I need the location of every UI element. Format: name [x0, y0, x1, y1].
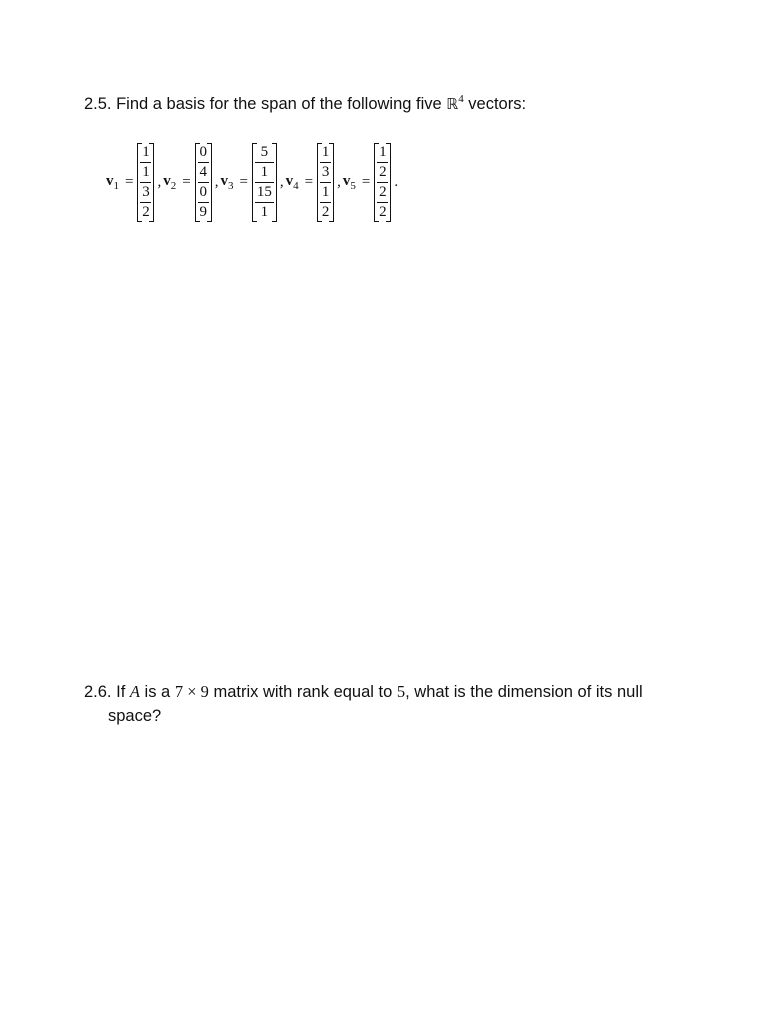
vector-entry: 1: [321, 143, 330, 160]
separator-comma: ,: [157, 173, 162, 190]
equals-sign: =: [304, 173, 314, 190]
rank-value: 5: [396, 682, 406, 701]
problem-2-6-line-2: space?: [108, 707, 162, 725]
vector-entry: 9: [199, 203, 207, 220]
vector-label-v3: $v_3$: [220, 172, 234, 192]
vector-entry: 1: [379, 143, 387, 160]
vector-definitions: [106, 140, 398, 224]
column-vector-v3: [252, 143, 277, 222]
vector-entry: 1: [255, 202, 274, 222]
vector-entry: 1: [142, 163, 150, 180]
equals-sign: =: [361, 173, 371, 190]
vector-entry: 1: [321, 183, 330, 200]
vector-entry: 3: [321, 163, 330, 180]
vector-entry: 2: [379, 183, 387, 200]
matrix-variable-a: A: [129, 682, 140, 701]
problem-2-6-statement: [84, 680, 694, 728]
real-numbers-symbol: ℝ: [446, 95, 459, 113]
problem-2-5-statement: [84, 92, 704, 116]
problem-2-5-tail: vectors:: [463, 95, 527, 113]
vector-label-v5: $v_5$: [342, 172, 356, 192]
vector-entry: 1: [142, 143, 150, 160]
vector-label-v1: $v_1$: [106, 172, 119, 192]
separator-comma: ,: [279, 173, 284, 190]
vector-entry: 15: [256, 183, 272, 200]
vector-entry: 2: [379, 203, 387, 220]
separator-comma: ,: [337, 173, 341, 190]
dimension-exponent: 4: [458, 93, 464, 105]
equals-sign: =: [125, 173, 134, 190]
equals-sign: =: [182, 173, 191, 190]
column-vector-v5: [374, 143, 391, 222]
problem-2-5-lead: 2.5. Find a basis for the span of the following five: [84, 95, 447, 113]
problem-2-6-line-1: 2.6. If A is a 7 × 9 matrix with rank equal to 5, what is the dimension of its null: [84, 682, 643, 701]
column-vector-v1: [137, 143, 154, 222]
vector-entry: 1: [255, 162, 274, 182]
vector-label-v2: $v_2$: [163, 172, 177, 192]
vector-entry: 4: [199, 163, 207, 180]
vector-entry: 2: [379, 163, 387, 180]
vector-entry: 3: [142, 183, 150, 200]
vector-label-v4: $v_4$: [285, 172, 299, 192]
separator-comma: ,: [214, 173, 219, 190]
equals-sign: =: [239, 173, 248, 190]
vector-entry: 0: [199, 143, 207, 160]
column-vector-v2: [195, 143, 212, 222]
matrix-dimensions: 7 × 9: [174, 682, 209, 701]
vector-entry: 0: [199, 183, 207, 200]
terminating-period: .: [394, 173, 399, 190]
vector-entry: 2: [142, 203, 150, 220]
vector-entry: 2: [321, 203, 330, 220]
column-vector-v4: [317, 143, 334, 222]
vector-entry: 5: [260, 143, 269, 160]
